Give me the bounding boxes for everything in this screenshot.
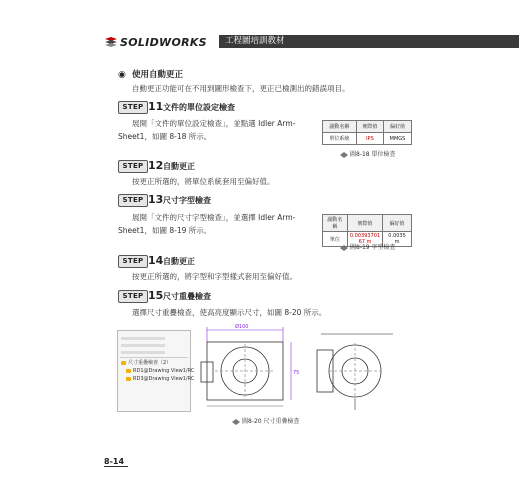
- side-view: [317, 334, 393, 410]
- section-intro: 自動更正功能可在不用到圖形檢查下，更正已檢測出的錯誤項目。: [132, 84, 350, 93]
- bullet-icon: ◉: [118, 70, 126, 80]
- tree-divider: [120, 357, 188, 358]
- table-row[interactable]: [323, 133, 412, 145]
- step-badge: STEP: [118, 290, 148, 303]
- table-cell-preferred: 0.0035 m: [383, 232, 412, 247]
- table-header: 實際值: [356, 121, 383, 133]
- unit-check-table: [322, 120, 412, 145]
- page-number-rule: [104, 466, 128, 467]
- table-cell: 單位系統: [323, 133, 357, 145]
- tree-placeholder-row: [121, 351, 165, 354]
- caption-marker-icon: [340, 152, 348, 158]
- table-header: 偏好值: [383, 121, 411, 133]
- table-header: 偏好值: [383, 215, 412, 232]
- dimension-label-side: 75: [293, 370, 300, 376]
- caption-marker-icon: [232, 419, 240, 425]
- brand-name: SOLIDWORKS: [120, 36, 207, 49]
- table-header: 副動名稱: [323, 121, 357, 133]
- tree-item[interactable]: [126, 368, 194, 375]
- step-13-text-line2: Sheet1，如圖 8-19 所示。: [118, 226, 212, 235]
- table-cell: 單位: [323, 232, 348, 247]
- tree-folder-icon: [121, 361, 126, 365]
- caption-text: 圖8-20 尺寸重疊檢查: [242, 418, 300, 425]
- tree-placeholder-row: [121, 337, 165, 340]
- dimension-highlight: [207, 327, 291, 400]
- step-title: 文件的單位設定檢查: [163, 103, 235, 112]
- step-badge: STEP: [118, 194, 148, 207]
- actual-line-2: 67 m: [358, 239, 372, 245]
- tree-item-label: RD1@Drawing View1/RC: [133, 368, 195, 374]
- step-number: 11: [148, 100, 164, 113]
- tree-item-label: RD3@Drawing View1/RC: [133, 376, 195, 382]
- step-title: 尺寸字型檢查: [163, 196, 211, 205]
- page-number: 8-14: [104, 457, 125, 466]
- check-tree-panel: [117, 330, 195, 412]
- tree-group-item[interactable]: [121, 360, 171, 367]
- table-cell-actual: IPS: [356, 133, 383, 145]
- step-14-text: 按更正所選的，將字型和字型樣式套用至偏好值。: [132, 272, 297, 281]
- caption-text: 圖8-19 字型檢查: [350, 244, 396, 251]
- step-title: 自動更正: [163, 162, 195, 171]
- drawing-views: [195, 322, 405, 414]
- caption-text: 圖8-18 單位檢查: [350, 151, 396, 158]
- figure-8-20-caption: [232, 417, 300, 426]
- tree-dimension-icon: [126, 377, 131, 381]
- tree-group-label: 尺寸重疊檢查（2）: [128, 360, 172, 366]
- book-header: [104, 34, 424, 52]
- tree-item[interactable]: [126, 376, 194, 383]
- actual-line-1: 0.00393701: [349, 233, 381, 239]
- table-header: 副動名稱: [323, 215, 348, 232]
- series-title-bar: [219, 35, 519, 48]
- step-badge: STEP: [118, 255, 148, 268]
- step-15-text: 選擇尺寸重疊檢查，使高亮度顯示尺寸，如圖 8-20 所示。: [132, 308, 327, 317]
- step-title: 尺寸重疊檢查: [163, 292, 211, 301]
- tree-dimension-icon: [126, 369, 131, 373]
- step-13-text-line1: 展開「文件的尺寸字型檢查」，並選擇 Idler Arm-: [132, 213, 296, 222]
- step-number: 12: [148, 159, 164, 172]
- step-title: 自動更正: [163, 257, 195, 266]
- step-11-text-line2: Sheet1，如圖 8-18 所示。: [118, 132, 212, 141]
- step-number: 14: [148, 254, 164, 267]
- section-title: 使用自動更正: [132, 70, 184, 80]
- step-badge: STEP: [118, 160, 148, 173]
- step-badge: STEP: [118, 101, 148, 114]
- step-11-text-line1: 展開「文件的單位設定檢查」，並點選 Idler Arm-: [132, 119, 296, 128]
- dimension-label-top: Ø100: [235, 324, 249, 330]
- series-title: 工程圖培訓教材: [225, 36, 285, 46]
- front-view: [201, 342, 283, 406]
- step-12-text: 按更正所選的，將單位系統套用至偏好值。: [132, 177, 275, 186]
- tree-placeholder-row: [121, 344, 165, 347]
- table-header: 實際值: [347, 215, 382, 232]
- solidworks-logo-icon: [104, 36, 118, 50]
- figure-8-18-caption: [340, 150, 396, 159]
- step-number: 15: [148, 289, 164, 302]
- step-number: 13: [148, 193, 164, 206]
- table-cell-preferred: MMGS: [383, 133, 411, 145]
- caption-marker-icon: [340, 245, 348, 251]
- figure-8-19-caption: [340, 243, 396, 252]
